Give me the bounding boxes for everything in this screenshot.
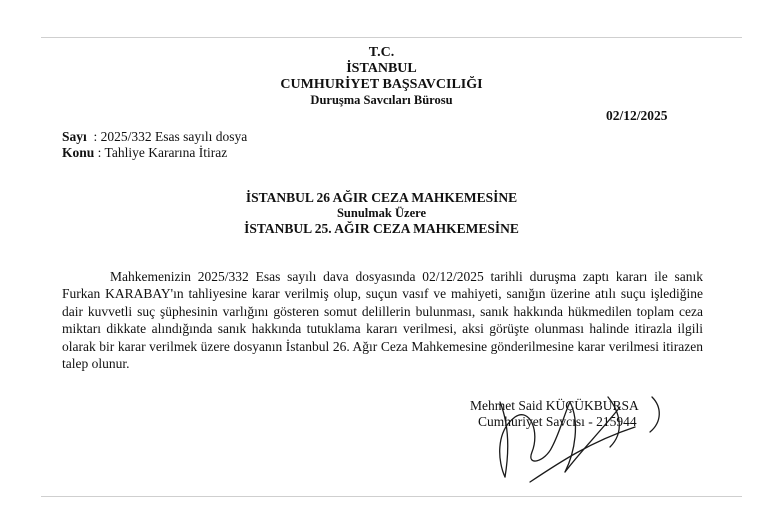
letterhead [0, 45, 763, 108]
reference-number-value: : 2025/332 Esas sayılı dosya [93, 129, 248, 144]
reference-number-row [62, 129, 247, 145]
reference-block [62, 129, 247, 161]
signature-block [470, 398, 639, 430]
letterhead-line-city: İSTANBUL [346, 61, 417, 76]
subject-value: : Tahliye Kararına İtiraz [97, 145, 228, 160]
reference-number-label: Sayı [62, 129, 87, 144]
addressee-line-via: Sunulmak Üzere [336, 206, 426, 220]
addressee-block [0, 190, 763, 237]
top-rule [41, 37, 742, 38]
letterhead-line-office: CUMHURİYET BAŞSAVCILIĞI [280, 77, 483, 92]
subject-row [62, 145, 247, 161]
addressee-line-primary: İSTANBUL 26 AĞIR CEZA MAHKEMESİNE [245, 190, 518, 205]
letterhead-line-bureau: Duruşma Savcıları Bürosu [310, 93, 453, 107]
signatory-name: Mehmet Said KÜÇÜKBURSA [470, 398, 639, 413]
addressee-line-secondary: İSTANBUL 25. AĞIR CEZA MAHKEMESİNE [244, 221, 519, 236]
letterhead-line-tc: T.C. [368, 45, 395, 60]
bottom-rule [41, 496, 742, 497]
document-date: 02/12/2025 [606, 108, 668, 123]
body-paragraph: Mahkemenizin 2025/332 Esas sayılı dava dosyasında 02/12/2025 tarihli duruşma zaptı kararı ile sanık Furkan KARABAY'ın tahliyesine karar verilmiş olup, suçun vasıf ve mahiyeti, sanığın üzerine atılı suçu işlediğine dair kuvvetli suç şüphesinin varlığını gösteren somut delillerin bulunması, sanık hakkında hükmedilen toplam ceza miktarı dikkate alındığında sanık hakkında tutuklama kararı verilmesi, aksi görüşte olunması halinde itirazla ilgili olarak bir karar verilmek üzere dosyanın İstanbul 26. Ağır Ceza Mahkemesine gönderilmesine karar verilmesi itirazen talep olunur. [62, 269, 703, 372]
subject-label: Konu [62, 145, 95, 160]
signatory-title: Cumhuriyet Savcısı - 215944 [478, 414, 637, 429]
